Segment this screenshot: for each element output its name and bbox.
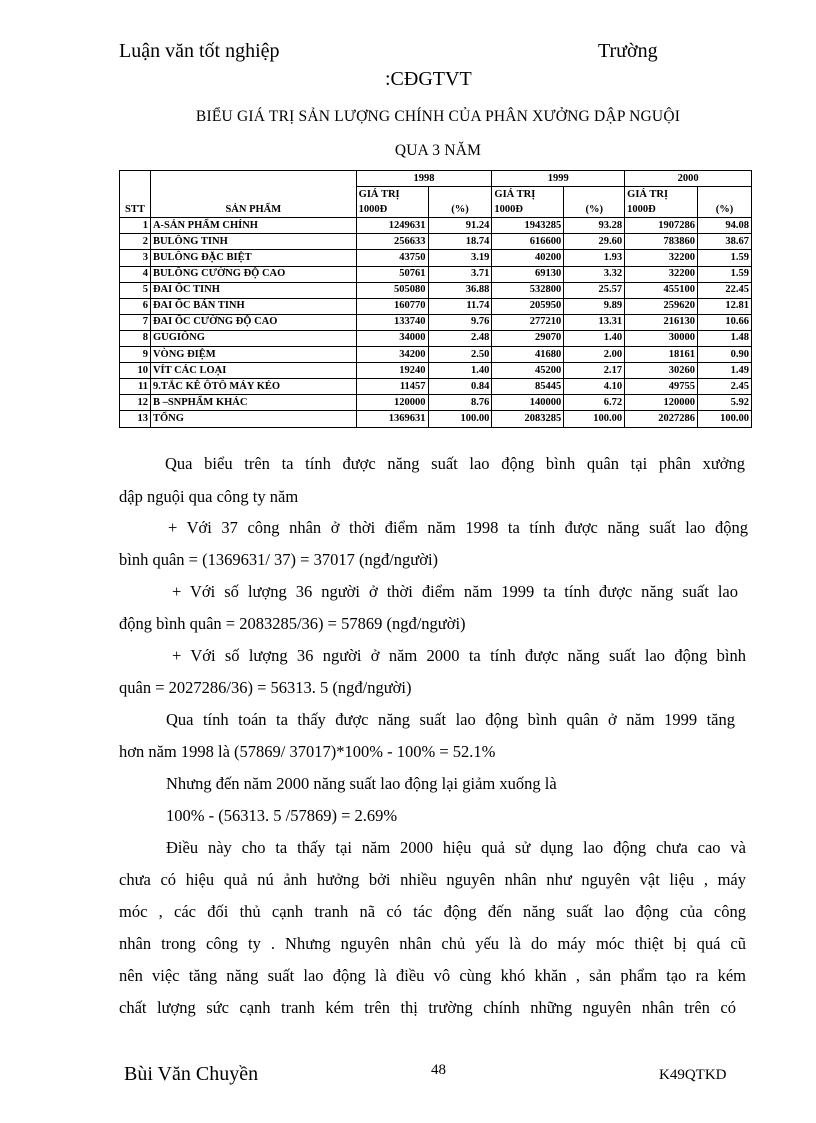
pct-2000-cell: 12.81: [698, 298, 752, 314]
pct-1999-cell: 100.00: [564, 411, 625, 427]
pct-1998-cell: 2.50: [428, 347, 492, 363]
paragraph-line: chưa có hiệu quả nú ảnh hưởng bởi nhiều nguyên nhân như nguyên vật liệu , máy: [119, 870, 746, 889]
product-cell: ĐAI ỐC CƯỜNG ĐỘ CAO: [150, 314, 356, 330]
paragraph-line: + Với số lượng 36 người ở thời điểm năm 1999 ta tính được năng suất lao: [172, 582, 738, 601]
paragraph-line: động bình quân = 2083285/36) = 57869 (ngđ/người): [119, 614, 466, 633]
value-2000-cell: 30000: [625, 330, 698, 346]
product-cell: 9.TẮC KÊ ÔTÔ MÁY KÉO: [150, 379, 356, 395]
footer-author: Bùi Văn Chuyền: [124, 1063, 259, 1085]
value-1998-cell: 256633: [356, 234, 428, 250]
value-1999-cell: 41680: [492, 347, 564, 363]
paragraph-line: Nhưng đến năm 2000 năng suất lao động lại giảm xuống là: [166, 774, 557, 793]
table-row: [120, 234, 752, 250]
pct-1998-cell: 91.24: [428, 218, 492, 234]
pct-1999-cell: 25.57: [564, 282, 625, 298]
value-1999-cell: 45200: [492, 363, 564, 379]
paragraph-line: 100% - (56313. 5 /57869) = 2.69%: [166, 806, 398, 825]
pct-label-top-1999: [564, 187, 625, 203]
pct-2000-cell: 38.67: [698, 234, 752, 250]
value-1998-cell: 34000: [356, 330, 428, 346]
stt-header-mid: [120, 187, 151, 203]
value-2000-cell: 2027286: [625, 411, 698, 427]
pct-2000-cell: 2.45: [698, 379, 752, 395]
product-header: SẢN PHẨM: [150, 202, 356, 218]
product-cell: A-SẢN PHẨM CHÍNH: [150, 218, 356, 234]
value-2000-cell: 216130: [625, 314, 698, 330]
value-1999-cell: 1943285: [492, 218, 564, 234]
pct-1999-cell: 2.00: [564, 347, 625, 363]
table-row: [120, 250, 752, 266]
value-1999-cell: 85445: [492, 379, 564, 395]
table-row: [120, 314, 752, 330]
value-1998-cell: 133740: [356, 314, 428, 330]
product-cell: VÍT CÁC LOẠI: [150, 363, 356, 379]
pct-2000-cell: 1.59: [698, 266, 752, 282]
header-thesis-label: Luận văn tốt nghiệp: [119, 40, 280, 62]
product-header-mid: [150, 187, 356, 203]
value-2000-cell: 783860: [625, 234, 698, 250]
pct-1999-cell: 3.32: [564, 266, 625, 282]
product-cell: TỔNG: [150, 411, 356, 427]
year-header-2000: 2000: [625, 171, 752, 187]
stt-cell: 4: [120, 266, 151, 282]
pct-1998-cell: 100.00: [428, 411, 492, 427]
header-row-value-label: [120, 187, 752, 203]
stt-cell: 9: [120, 347, 151, 363]
paragraph-line: Điều này cho ta thấy tại năm 2000 hiệu quả sử dụng lao động chưa cao và: [166, 838, 746, 857]
stt-cell: 3: [120, 250, 151, 266]
stt-cell: 7: [120, 314, 151, 330]
value-1998-cell: 120000: [356, 395, 428, 411]
table-row: [120, 330, 752, 346]
value-1998-cell: 19240: [356, 363, 428, 379]
product-cell: ĐAI ỐC TINH: [150, 282, 356, 298]
pct-1999-cell: 1.93: [564, 250, 625, 266]
value-2000-cell: 30260: [625, 363, 698, 379]
product-cell: VÒNG ĐIỆM: [150, 347, 356, 363]
pct-1998-cell: 18.74: [428, 234, 492, 250]
value-label-1999: GIÁ TRỊ: [492, 187, 564, 203]
paragraph-line: quân = 2027286/36) = 56313. 5 (ngđ/người): [119, 678, 412, 697]
production-value-table: [119, 170, 752, 428]
pct-1999-cell: 93.28: [564, 218, 625, 234]
product-cell: BULÔNG ĐẶC BIỆT: [150, 250, 356, 266]
footer-class-code: K49QTKD: [659, 1067, 727, 1083]
table-subtitle: QUA 3 NĂM: [394, 142, 482, 159]
stt-header: STT: [120, 202, 151, 218]
pct-1998-cell: 8.76: [428, 395, 492, 411]
table-row-total: [120, 411, 752, 427]
pct-1999-cell: 2.17: [564, 363, 625, 379]
value-label-1998: GIÁ TRỊ: [356, 187, 428, 203]
header-school-label: Trường: [598, 40, 658, 62]
pct-label-1998: (%): [428, 202, 492, 218]
paragraph-line: Qua biểu trên ta tính được năng suất lao động bình quân tại phân xưởng: [165, 454, 745, 473]
paragraph-line: + Với 37 công nhân ở thời điểm năm 1998 ta tính được năng suất lao động: [168, 518, 748, 537]
paragraph-line: Qua tính toán ta thấy được năng suất lao động bình quân ở năm 1999 tăng: [166, 710, 735, 729]
value-1998-cell: 505080: [356, 282, 428, 298]
value-1998-cell: 34200: [356, 347, 428, 363]
value-1999-cell: 29070: [492, 330, 564, 346]
product-cell: B –SNPHẨM KHÁC: [150, 395, 356, 411]
value-1999-cell: 616600: [492, 234, 564, 250]
value-1998-cell: 50761: [356, 266, 428, 282]
page-number: 48: [431, 1062, 446, 1078]
value-2000-cell: 259620: [625, 298, 698, 314]
pct-2000-cell: 5.92: [698, 395, 752, 411]
value-1999-cell: 140000: [492, 395, 564, 411]
stt-cell: 13: [120, 411, 151, 427]
pct-2000-cell: 10.66: [698, 314, 752, 330]
table-row: [120, 266, 752, 282]
paragraph-line: dập nguội qua công ty năm: [119, 487, 299, 506]
pct-2000-cell: 1.59: [698, 250, 752, 266]
paragraph-line: nhân trong công ty . Nhưng nguyên nhân chủ yếu là do máy móc thiệt bị quá cũ: [119, 934, 746, 953]
stt-cell: 8: [120, 330, 151, 346]
value-2000-cell: 1907286: [625, 218, 698, 234]
unit-label-2000: 1000Đ: [625, 202, 698, 218]
value-2000-cell: 49755: [625, 379, 698, 395]
year-header-1999: 1999: [492, 171, 625, 187]
table-row: [120, 218, 752, 234]
value-1999-cell: 69130: [492, 266, 564, 282]
table-row: [120, 363, 752, 379]
pct-1998-cell: 3.19: [428, 250, 492, 266]
value-1998-cell: 43750: [356, 250, 428, 266]
stt-cell: 5: [120, 282, 151, 298]
product-cell: GUGIÔNG: [150, 330, 356, 346]
table-title: BIỂU GIÁ TRỊ SẢN LƯỢNG CHÍNH CỦA PHÂN XƯỞNG DẬP NGUỘI: [195, 108, 681, 125]
stt-header-top: [120, 171, 151, 187]
stt-cell: 12: [120, 395, 151, 411]
value-1999-cell: 277210: [492, 314, 564, 330]
pct-1999-cell: 9.89: [564, 298, 625, 314]
stt-cell: 11: [120, 379, 151, 395]
header-row-units: [120, 202, 752, 218]
paragraph-line: hơn năm 1998 là (57869/ 37017)*100% - 100% = 52.1%: [119, 742, 496, 761]
header-school-name: :CĐGTVT: [385, 68, 472, 90]
stt-cell: 2: [120, 234, 151, 250]
paragraph-line: + Với số lượng 36 người ở năm 2000 ta tính được năng suất lao động bình: [172, 646, 746, 665]
pct-label-1999: (%): [564, 202, 625, 218]
value-2000-cell: 32200: [625, 250, 698, 266]
paragraph-line: nên việc tăng năng suất lao động là điều vô cùng khó khăn , sản phẩm tạo ra kém: [119, 966, 746, 985]
pct-1998-cell: 2.48: [428, 330, 492, 346]
pct-2000-cell: 1.48: [698, 330, 752, 346]
stt-cell: 10: [120, 363, 151, 379]
pct-2000-cell: 0.90: [698, 347, 752, 363]
pct-1998-cell: 36.88: [428, 282, 492, 298]
table-row: [120, 379, 752, 395]
value-2000-cell: 455100: [625, 282, 698, 298]
value-2000-cell: 18161: [625, 347, 698, 363]
pct-2000-cell: 22.45: [698, 282, 752, 298]
pct-label-top-2000: [698, 187, 752, 203]
value-1999-cell: 532800: [492, 282, 564, 298]
product-cell: BULÔNG TINH: [150, 234, 356, 250]
stt-cell: 6: [120, 298, 151, 314]
table-row: [120, 395, 752, 411]
value-label-2000: GIÁ TRỊ: [625, 187, 698, 203]
paragraph-line: bình quân = (1369631/ 37) = 37017 (ngđ/người): [119, 550, 439, 569]
unit-label-1998: 1000Đ: [356, 202, 428, 218]
value-1999-cell: 205950: [492, 298, 564, 314]
table-body: [120, 218, 752, 427]
product-cell: ĐAI ỐC BÁN TINH: [150, 298, 356, 314]
pct-1998-cell: 3.71: [428, 266, 492, 282]
paragraph-line: chất lượng sức cạnh tranh kém trên thị trường chính những nguyên nhân trên có: [119, 998, 736, 1017]
pct-1999-cell: 29.60: [564, 234, 625, 250]
pct-1998-cell: 11.74: [428, 298, 492, 314]
pct-1999-cell: 13.31: [564, 314, 625, 330]
value-1998-cell: 1369631: [356, 411, 428, 427]
value-1998-cell: 11457: [356, 379, 428, 395]
table-row: [120, 282, 752, 298]
value-2000-cell: 120000: [625, 395, 698, 411]
table-row: [120, 298, 752, 314]
pct-1998-cell: 0.84: [428, 379, 492, 395]
pct-2000-cell: 100.00: [698, 411, 752, 427]
pct-1998-cell: 9.76: [428, 314, 492, 330]
pct-1999-cell: 6.72: [564, 395, 625, 411]
pct-1999-cell: 4.10: [564, 379, 625, 395]
value-2000-cell: 32200: [625, 266, 698, 282]
pct-1999-cell: 1.40: [564, 330, 625, 346]
pct-label-2000: (%): [698, 202, 752, 218]
header-row-years: [120, 171, 752, 187]
value-1999-cell: 2083285: [492, 411, 564, 427]
pct-2000-cell: 94.08: [698, 218, 752, 234]
stt-cell: 1: [120, 218, 151, 234]
pct-1998-cell: 1.40: [428, 363, 492, 379]
table-row: [120, 347, 752, 363]
value-1998-cell: 1249631: [356, 218, 428, 234]
product-header-top: [150, 171, 356, 187]
value-1998-cell: 160770: [356, 298, 428, 314]
table-header: [120, 171, 752, 218]
value-1999-cell: 40200: [492, 250, 564, 266]
paragraph-line: móc , các đối thủ cạnh tranh nã có tác động đến năng suất lao động của công: [119, 902, 746, 921]
product-cell: BULÔNG CƯỜNG ĐỘ CAO: [150, 266, 356, 282]
pct-2000-cell: 1.49: [698, 363, 752, 379]
unit-label-1999: 1000Đ: [492, 202, 564, 218]
year-header-1998: 1998: [356, 171, 492, 187]
pct-label-top-1998: [428, 187, 492, 203]
